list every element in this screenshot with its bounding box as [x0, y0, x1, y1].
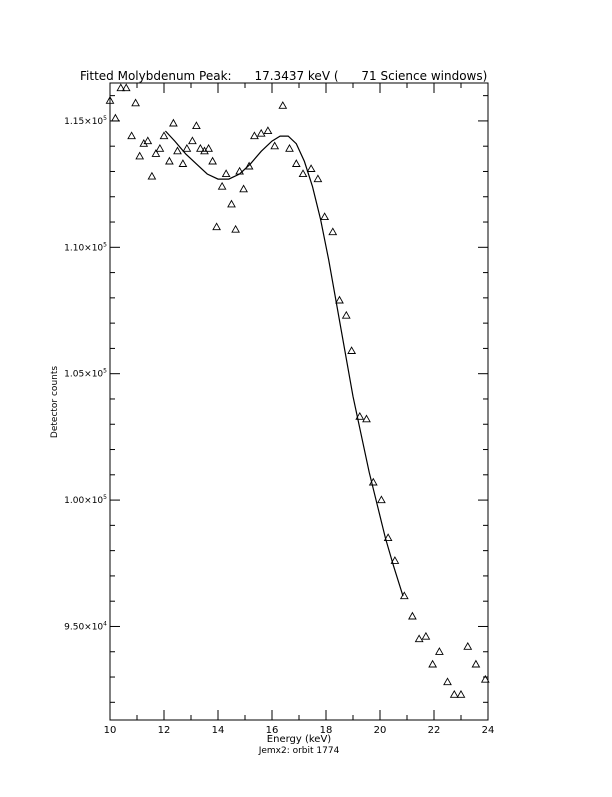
x-tick-label: 20	[373, 725, 387, 736]
data-point	[136, 153, 143, 159]
data-point	[299, 170, 306, 176]
data-point	[112, 115, 119, 121]
axis-ticks	[110, 83, 488, 720]
data-point	[209, 158, 216, 164]
data-point	[193, 122, 200, 128]
data-point	[179, 160, 186, 166]
data-point	[264, 127, 271, 133]
data-point	[451, 691, 458, 697]
data-point	[174, 147, 181, 153]
chart-subtitle: Jemx2: orbit 1774	[258, 746, 340, 756]
data-point	[429, 661, 436, 667]
data-point	[223, 170, 230, 176]
data-point	[232, 226, 239, 232]
y-tick-label: $9.50\times 10^4$	[64, 620, 107, 633]
data-point	[213, 223, 220, 229]
x-tick-label: 14	[211, 725, 225, 736]
data-point	[436, 648, 443, 654]
data-point	[378, 496, 385, 502]
data-point	[472, 661, 479, 667]
y-tick-label: $1.00\times 10^5$	[64, 494, 107, 507]
data-point	[363, 415, 370, 421]
x-axis-label: Energy (keV)	[266, 734, 332, 745]
data-point	[258, 130, 265, 136]
data-point	[148, 173, 155, 179]
data-point	[336, 297, 343, 303]
data-point	[166, 158, 173, 164]
y-tick-label: $1.10\times 10^5$	[64, 241, 107, 254]
data-point	[314, 175, 321, 181]
data-point	[321, 213, 328, 219]
chart-title: Fitted Molybdenum Peak: 17.3437 keV ( 71 Science windows)	[80, 69, 488, 83]
data-point	[183, 145, 190, 151]
data-point	[293, 160, 300, 166]
data-point	[228, 201, 235, 207]
data-point	[132, 99, 139, 105]
x-tick-label: 24	[481, 725, 495, 736]
data-point	[409, 613, 416, 619]
x-tick-label: 18	[319, 725, 333, 736]
data-point	[251, 132, 258, 138]
y-tick-label: $1.15\times 10^5$	[64, 114, 107, 127]
data-point	[279, 102, 286, 108]
data-point	[444, 678, 451, 684]
axis-tick-labels	[64, 115, 494, 736]
data-point	[240, 185, 247, 191]
data-point	[160, 132, 167, 138]
y-tick-label: $1.05\times 10^5$	[64, 367, 107, 380]
data-point	[189, 137, 196, 143]
data-point	[422, 633, 429, 639]
data-point	[156, 145, 163, 151]
data-point	[128, 132, 135, 138]
data-points	[106, 84, 489, 697]
x-tick-label: 16	[265, 725, 279, 736]
fit-layer	[165, 131, 403, 596]
x-tick-label: 22	[427, 725, 441, 736]
data-point	[343, 312, 350, 318]
data-point	[416, 635, 423, 641]
data-point	[348, 347, 355, 353]
data-point	[457, 691, 464, 697]
data-point	[170, 120, 177, 126]
data-point	[464, 643, 471, 649]
data-point	[219, 183, 226, 189]
plot-frame	[110, 83, 488, 720]
x-tick-label: 12	[157, 725, 171, 736]
data-point	[286, 145, 293, 151]
data-point	[308, 165, 315, 171]
data-point	[271, 142, 278, 148]
x-tick-label: 10	[103, 725, 117, 736]
y-axis-label: Detector counts	[50, 365, 60, 439]
data-point	[329, 228, 336, 234]
fit-curve	[165, 131, 403, 596]
